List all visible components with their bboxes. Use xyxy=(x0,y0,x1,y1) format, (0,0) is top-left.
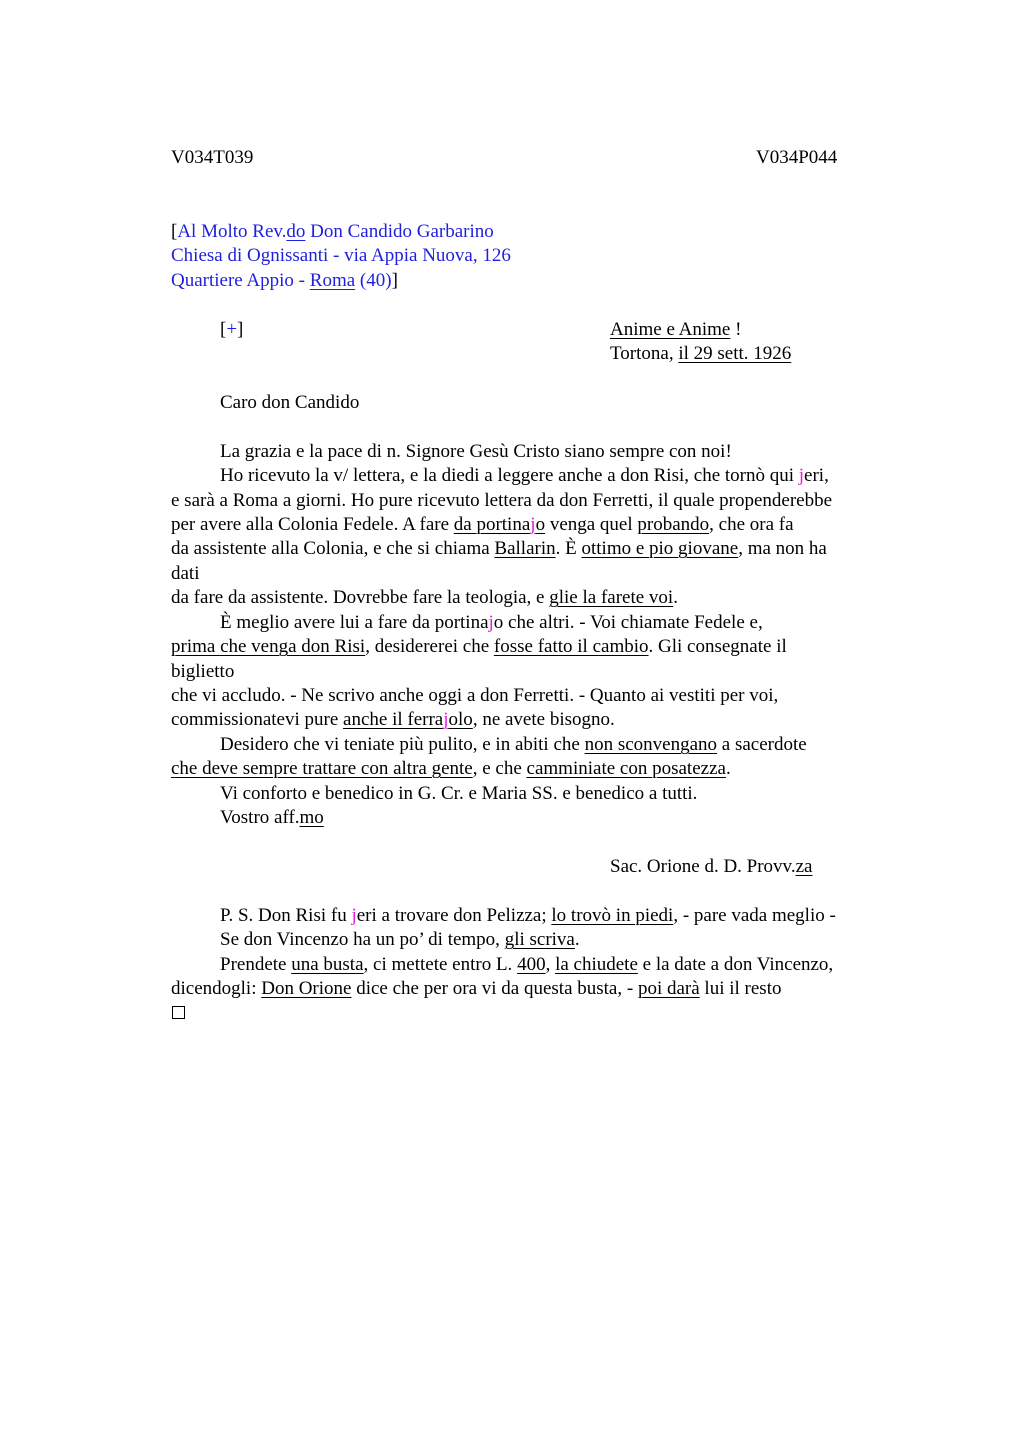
body-line: Desidero che vi teniate più pulito, e in abiti che non sconvengano a sacerdote xyxy=(220,734,807,755)
postscript-line: Se don Vincenzo ha un po’ di tempo, gli scriva. xyxy=(220,929,580,950)
salutation: Caro don Candido xyxy=(220,392,360,413)
body-line: da fare da assistente. Dovrebbe fare la teologia, e glie la farete voi. xyxy=(171,587,678,608)
body-line: commissionatevi pure anche il ferrajolo, ne avete bisogno. xyxy=(171,709,615,730)
body-line: Ho ricevuto la v/ lettera, e la diedi a leggere anche a don Risi, che tornò qui jeri, xyxy=(220,465,829,486)
body-line: da assistente alla Colonia, e che si chiama Ballarin. È ottimo e pio giovane, ma non ha xyxy=(171,538,827,559)
document-code-left: V034T039 xyxy=(171,147,254,168)
page-code-right: V034P044 xyxy=(756,147,838,168)
address-line-1: [Al Molto Rev.do Don Candido Garbarino xyxy=(171,221,494,242)
address-line-2: Chiesa di Ognissanti - via Appia Nuova, 126 xyxy=(171,245,511,266)
cross-mark: [+] xyxy=(220,319,244,340)
body-line: che vi accludo. - Ne scrivo anche oggi a don Ferretti. - Quanto ai vestiti per voi, xyxy=(171,685,779,706)
body-line: La grazia e la pace di n. Signore Gesù Cristo siano sempre con noi! xyxy=(220,441,732,462)
motto: Anime e Anime ! xyxy=(610,319,742,340)
body-line: prima che venga don Risi, desidererei che fosse fatto il cambio. Gli consegnate il xyxy=(171,636,787,657)
body-line: che deve sempre trattare con altra gente, e che camminiate con posatezza. xyxy=(171,758,731,779)
body-line: Vi conforto e benedico in G. Cr. e Maria SS. e benedico a tutti. xyxy=(220,783,698,804)
postscript-line: Prendete una busta, ci mettete entro L. 400, la chiudete e la date a don Vincenzo, xyxy=(220,954,834,975)
body-line: dati xyxy=(171,563,200,584)
postscript-line: dicendogli: Don Orione dice che per ora vi da questa busta, - poi darà lui il resto xyxy=(171,978,782,999)
body-line: È meglio avere lui a fare da portinajo che altri. - Voi chiamate Fedele e, xyxy=(220,612,763,633)
closing: Vostro aff.mo xyxy=(220,807,324,828)
body-line: e sarà a Roma a giorni. Ho pure ricevuto lettera da don Ferretti, il quale propenderebbe xyxy=(171,490,833,511)
signature: Sac. Orione d. D. Provv.za xyxy=(610,856,813,877)
end-marker-box xyxy=(172,1006,185,1019)
place-date: Tortona, il 29 sett. 1926 xyxy=(610,343,792,364)
body-line: per avere alla Colonia Fedele. A fare da portinajo venga quel probando, che ora fa xyxy=(171,514,794,535)
address-line-3: Quartiere Appio - Roma (40)] xyxy=(171,270,398,291)
postscript-line: P. S. Don Risi fu jeri a trovare don Pelizza; lo trovò in piedi, - pare vada meglio - xyxy=(220,905,836,926)
body-line: biglietto xyxy=(171,661,235,682)
